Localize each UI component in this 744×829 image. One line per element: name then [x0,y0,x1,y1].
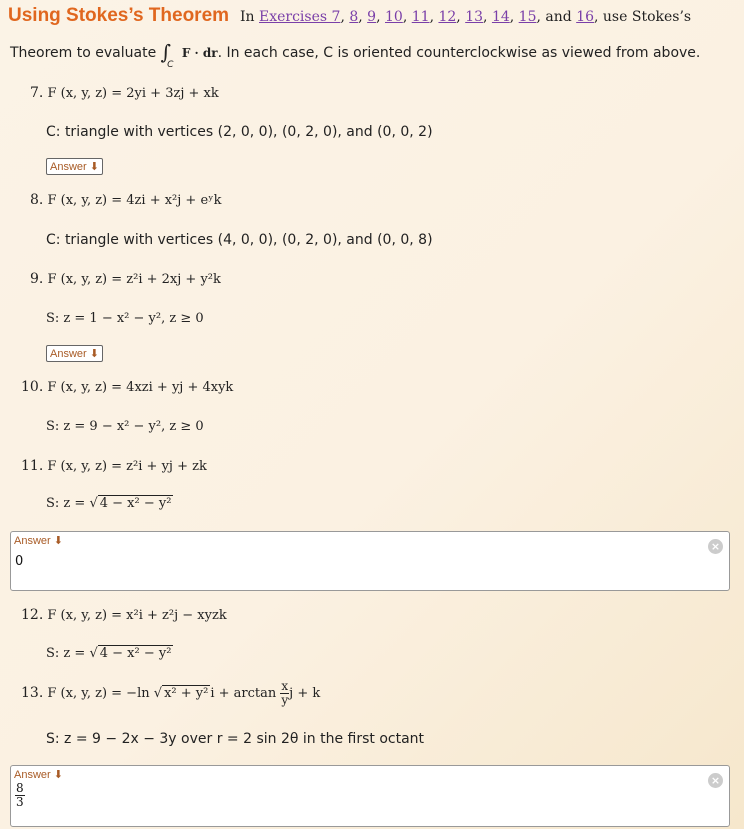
answer-box-11 [10,531,730,591]
problem-number: 8. [30,192,44,208]
condition-9: S: z = 1 − x² − y², z ≥ 0 [46,311,204,326]
vector-field: F (x, y, z) = 4xzi + yj + 4xyk [47,380,234,395]
integral-symbol: ∫ [160,40,172,64]
problem-number: 10. [21,379,44,395]
answer-label[interactable]: Answer ⬇ [14,535,63,547]
fraction-x-over-y: $\frac{x}{y}$ [281,679,289,707]
exercise-link-10[interactable]: 10 [385,9,403,25]
down-arrow-icon: ⬇ [53,535,63,547]
down-arrow-icon: ⬇ [89,161,99,173]
section-title: Using Stokes’s Theorem [8,5,230,26]
vector-field: F (x, y, z) = z²i + 2xj + y²k [47,272,221,287]
down-arrow-icon: ⬇ [89,348,99,360]
answer-numerator: 8 [16,781,24,795]
condition-12 [46,646,173,661]
condition-text: S: z = [46,496,86,511]
problem-13 [21,680,320,707]
vector-field: F (x, y, z) = x²i + z²j − xyzk [47,608,227,623]
answer-button-7[interactable]: Answer ⬇ [46,158,103,175]
answer-label[interactable]: Answer ⬇ [14,769,63,781]
exercise-link-13[interactable]: 13 [465,9,484,25]
condition-11 [46,496,173,511]
exercise-link-11[interactable]: 11 [411,9,430,25]
vector-field-part: j + k [289,686,321,701]
sqrt-radicand: x² + y² [164,686,209,701]
condition-13: S: z = 9 − 2x − 3y over r = 2 sin 2θ in the first octant [46,731,425,747]
intro-line2-suffix: . In each case, C is oriented counterclockwise as viewed from above. [217,45,701,61]
answer-value: 0 [15,554,24,569]
answer-button-9[interactable]: Answer ⬇ [46,345,103,362]
integral-subscript: C [167,59,174,70]
problem-number: 11. [21,458,44,474]
sqrt-icon: √ [89,646,98,661]
close-icon[interactable]: × [708,773,723,788]
problem-12 [21,607,227,623]
exercise-link-8[interactable]: 8 [349,9,359,25]
integrand: F · dr [181,46,218,60]
answer-denominator: 3 [16,795,24,809]
problem-9 [30,271,221,287]
answer-fraction [15,782,25,809]
vector-field-part: F (x, y, z) = −ln [47,686,150,701]
answer-box-13 [10,765,730,827]
problem-7 [30,85,219,101]
condition-10: S: z = 9 − x² − y², z ≥ 0 [46,419,204,434]
exercise-link-14[interactable]: 14 [491,9,510,25]
sqrt-radicand: 4 − x² − y² [99,646,172,661]
intro-line-2 [10,38,701,70]
intro-line-1: In Exercises 7, 8, 9, 10, 11, 12, 13, 14, 15, and 16, use Stokes’s [240,9,692,25]
problem-11 [21,458,207,474]
sqrt-icon: √ [153,686,163,701]
and-text: , and [536,9,572,25]
sqrt-radicand: 4 − x² − y² [99,496,172,511]
exercise-link-15[interactable]: 15 [518,9,537,25]
problem-number: 7. [30,85,44,101]
intro-prefix: In [240,9,255,25]
exercise-link-16[interactable]: 16 [576,9,595,25]
intro-suffix: , use Stokes’s [594,9,692,25]
vector-field: F (x, y, z) = 2yi + 3zj + xk [47,86,219,101]
vector-field: F (x, y, z) = 4zi + x²j + eʸk [47,193,222,208]
condition-7: C: triangle with vertices (2, 0, 0), (0, 2, 0), and (0, 0, 2) [46,124,433,140]
close-icon[interactable]: × [708,539,723,554]
vector-field: F (x, y, z) = z²i + yj + zk [47,459,207,474]
exercise-link-12[interactable]: 12 [438,9,457,25]
down-arrow-icon: ⬇ [53,769,63,781]
exercise-link-9[interactable]: 9 [367,9,377,25]
vector-field-part: i + arctan [210,686,277,701]
problem-number: 9. [30,271,44,287]
problem-number: 13. [21,685,44,701]
problem-number: 12. [21,607,44,623]
sqrt-icon: √ [89,496,98,511]
exercise-link-7[interactable]: Exercises 7 [259,9,341,25]
condition-text: S: z = [46,646,86,661]
problem-8 [30,192,222,208]
problem-10 [21,379,233,395]
intro-line2-prefix: Theorem to evaluate [10,45,157,61]
condition-8: C: triangle with vertices (4, 0, 0), (0, 2, 0), and (0, 0, 8) [46,232,433,248]
